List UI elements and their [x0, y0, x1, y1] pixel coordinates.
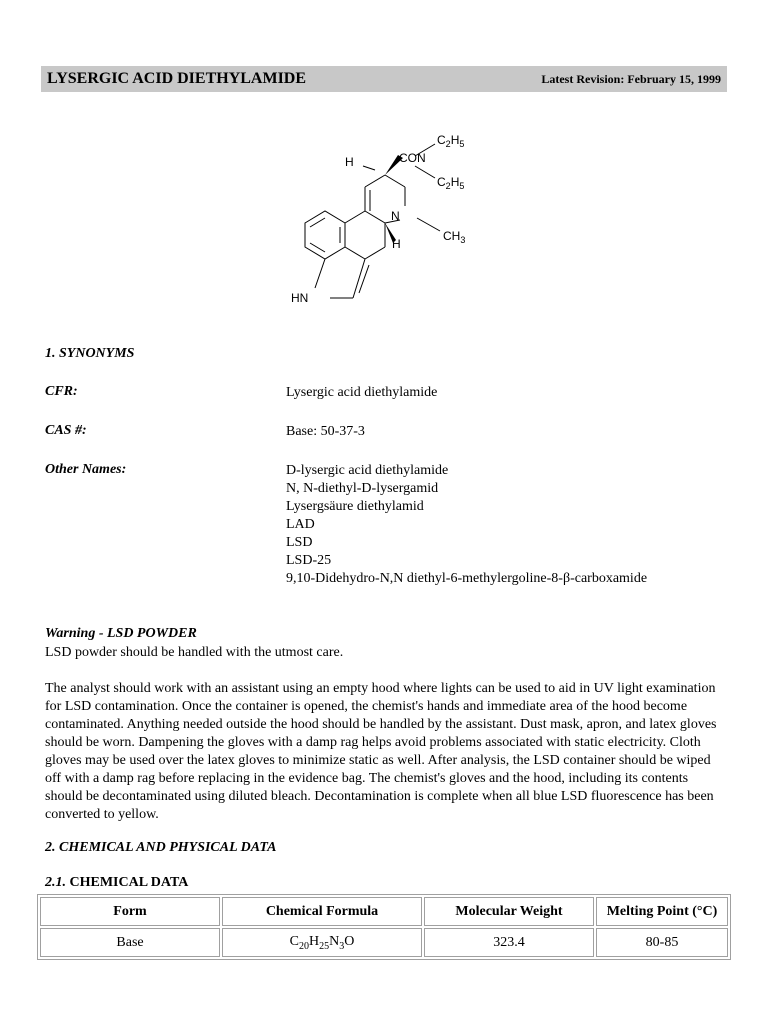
- cell-form: Base: [40, 928, 220, 957]
- cell-mp: 80-85: [596, 928, 728, 957]
- table-header-mp: Melting Point (°C): [596, 897, 728, 926]
- structure-label-h-top: H: [345, 155, 354, 169]
- structure-label-hn: HN: [291, 291, 309, 305]
- warning-title: Warning - LSD POWDER: [45, 626, 197, 641]
- subsection-title: CHEMICAL DATA: [69, 875, 189, 890]
- other-name-item: LAD: [286, 517, 315, 532]
- warning-paragraph: The analyst should work with an assistant using an empty hood where lights can be used to aid in UV light examination for LSD contamination. Once the container is opened, the chemist's hands and immediate area of the hood become contaminated. Anything needed outside the hood should be handled by the assistant. Dust mask, apron, and latex gloves should be worn. Dampening the gloves with a damp rag helps avoid problems associated with static electricity. Cloth gloves may be used over the latex gloves to minimize static as well. After analysis, the LSD container should be wiped off with a damp rag before replacing in the evidence bag. The chemist's gloves and the hood, including its contents should be decontaminated using diluted bleach. Decontamination is complete when all blue LSD fluorescence has been converted to yellow.: [45, 681, 717, 822]
- structure-label-h-mid: H: [392, 237, 401, 251]
- cfr-value: Lysergic acid diethylamide: [286, 385, 438, 400]
- table-header-mw: Molecular Weight: [424, 897, 594, 926]
- structure-label-n: N: [391, 209, 400, 223]
- cell-formula: $C_{20}H_{25}N_3O$: [222, 928, 422, 957]
- section2-heading: 2. CHEMICAL AND PHYSICAL DATA: [45, 840, 277, 855]
- other-names-list: [286, 462, 647, 588]
- chemical-data-table: [37, 894, 731, 960]
- other-names-label: Other Names:: [45, 462, 127, 477]
- cas-label: CAS #:: [45, 423, 87, 438]
- table-header-form: Form: [40, 897, 220, 926]
- chemical-structure-diagram: [275, 128, 505, 313]
- other-name-item: N, N-diethyl-D-lysergamid: [286, 481, 439, 496]
- structure-label-c2h5-lower: $C_2H_5$: [437, 175, 465, 191]
- structure-label-c2h5-upper: $C_2H_5$: [437, 133, 465, 149]
- subsection-number: 2.1.: [45, 875, 66, 890]
- chemical-data-heading: [45, 875, 188, 891]
- other-name-item: D-lysergic acid diethylamide: [286, 463, 449, 478]
- table-header-row: [40, 897, 728, 926]
- cell-mw: 323.4: [424, 928, 594, 957]
- other-name-item: Lysergsäure diethylamid: [286, 499, 424, 514]
- structure-label-ch3: $CH_3$: [443, 229, 466, 245]
- header-bar: [41, 66, 727, 92]
- table-header-formula: Chemical Formula: [222, 897, 422, 926]
- warning-line: LSD powder should be handled with the utmost care.: [45, 645, 344, 660]
- cas-value: Base: 50-37-3: [286, 424, 365, 439]
- table-row: [40, 928, 728, 957]
- other-name-item: 9,10-Didehydro-N,N diethyl-6-methylergoline-8-β-carboxamide: [286, 571, 648, 586]
- structure-label-con: CON: [399, 151, 426, 165]
- other-name-item: LSD: [286, 535, 313, 550]
- synonyms-heading: 1. SYNONYMS: [45, 346, 135, 361]
- cfr-label: CFR:: [45, 384, 78, 399]
- other-name-item: LSD-25: [286, 553, 332, 568]
- document-title: LYSERGIC ACID DIETHYLAMIDE: [47, 70, 307, 87]
- revision-date: Latest Revision: February 15, 1999: [541, 72, 721, 86]
